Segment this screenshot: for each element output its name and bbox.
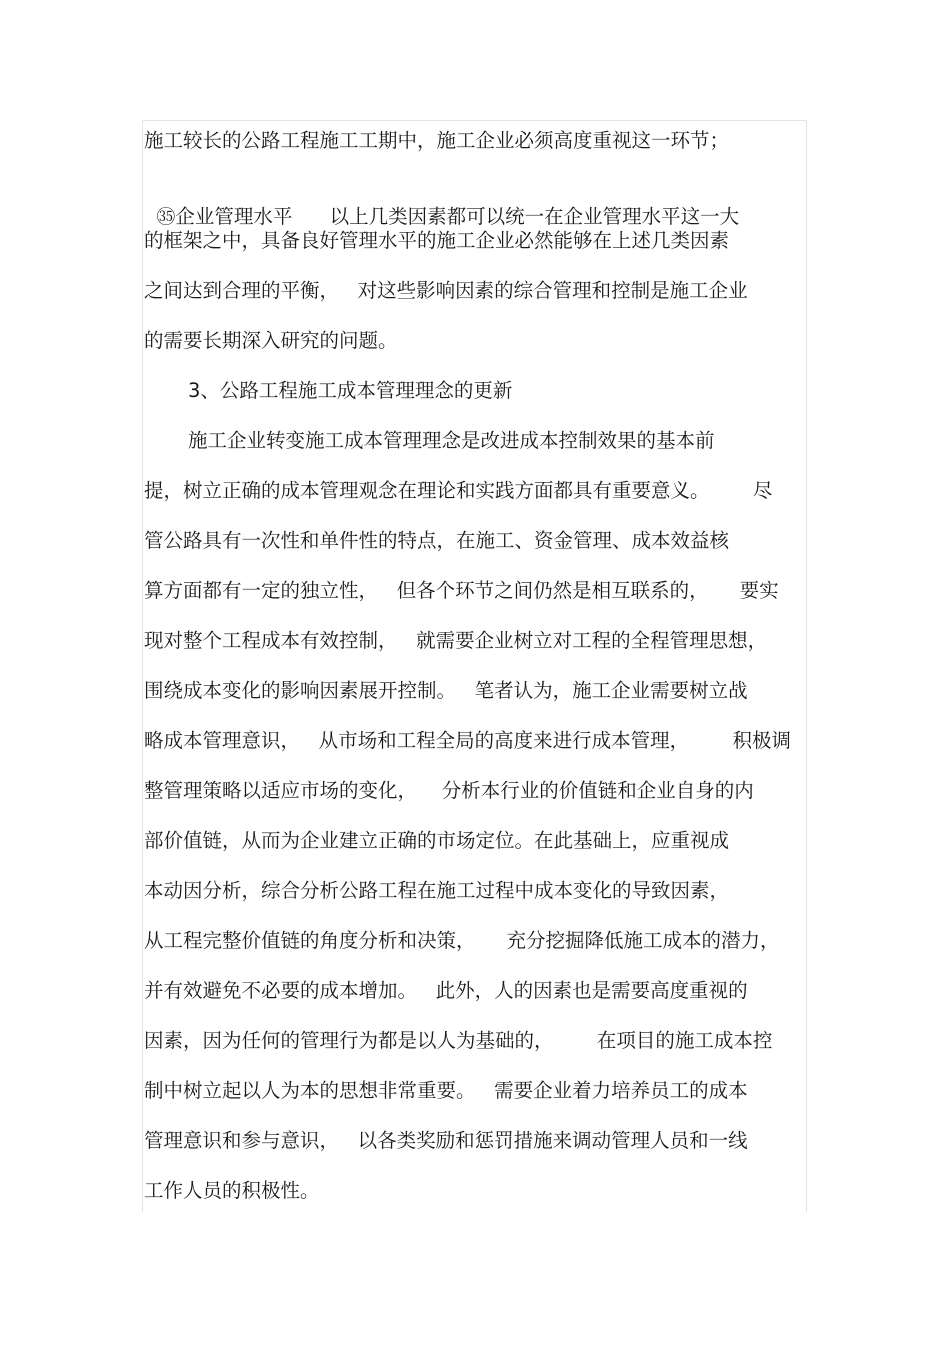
text-line: 施工较长的公路工程施工工期中，施工企业必须高度重视这一环节；	[144, 129, 730, 152]
text-line: 提，树立正确的成本管理观念在理论和实践方面都具有重要意义。 尽	[144, 479, 773, 502]
section-heading: 3、公路工程施工成本管理理念的更新	[188, 379, 513, 402]
text-line: 从工程完整价值链的角度分析和决策， 充分挖掘降低施工成本的潜力，	[144, 929, 780, 952]
text-line: 并有效避免不必要的成本增加。 此外，人的因素也是需要高度重视的	[144, 979, 748, 1002]
paragraph-first-line: 施工企业转变施工成本管理理念是改进成本控制效果的基本前	[188, 429, 715, 452]
text-line: 算方面都有一定的独立性， 但各个环节之间仍然是相互联系的， 要实	[144, 579, 779, 602]
text-line: 之间达到合理的平衡， 对这些影响因素的综合管理和控制是施工企业	[144, 279, 748, 302]
text-line	[144, 178, 806, 230]
text-line: 部价值链，从而为企业建立正确的市场定位。在此基础上，应重视成	[144, 829, 730, 852]
text-line: 围绕成本变化的影响因素展开控制。 笔者认为，施工企业需要树立战	[144, 679, 748, 702]
circled-number-marker: ㉟	[156, 206, 176, 228]
text-line: 本动因分析，综合分析公路工程在施工过程中成本变化的导致因素，	[144, 879, 730, 902]
text-line: 工作人员的积极性。	[144, 1179, 320, 1202]
text-line: 现对整个工程成本有效控制， 就需要企业树立对工程的全程管理思想，	[144, 629, 768, 652]
text-line: 因素，因为任何的管理行为都是以人为基础的， 在项目的施工成本控	[144, 1029, 773, 1052]
text-line-content: 企业管理水平 以上几类因素都可以统一在企业管理水平这一大	[175, 205, 740, 228]
text-line: 略成本管理意识， 从市场和工程全局的高度来进行成本管理， 积极调	[144, 729, 791, 752]
text-line: 的需要长期深入研究的问题。	[144, 329, 398, 352]
text-line: 制中树立起以人为本的思想非常重要。 需要企业着力培养员工的成本	[144, 1079, 748, 1102]
text-line: 的框架之中，具备良好管理水平的施工企业必然能够在上述几类因素	[144, 229, 730, 252]
text-line: 管公路具有一次性和单件性的特点，在施工、资金管理、成本效益核	[144, 529, 730, 552]
text-line: 整管理策略以适应市场的变化， 分析本行业的价值链和企业自身的内	[144, 779, 754, 802]
text-line: 管理意识和参与意识， 以各类奖励和惩罚措施来调动管理人员和一线	[144, 1129, 748, 1152]
